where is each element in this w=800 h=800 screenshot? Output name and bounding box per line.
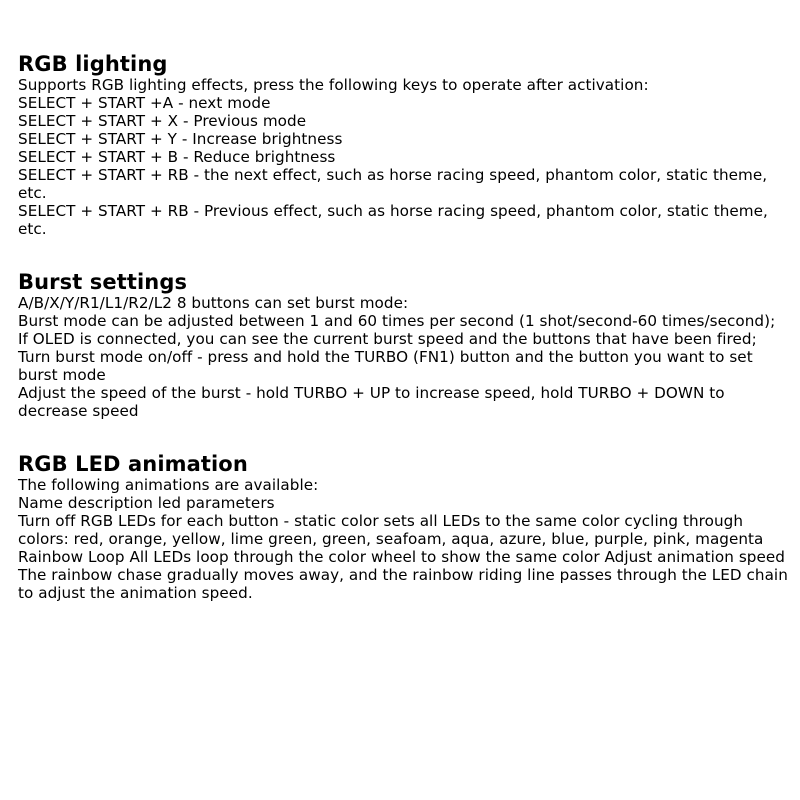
section-text-line: Name description led parameters (18, 494, 275, 512)
section-text-line: The rainbow chase gradually moves away, and the rainbow riding line passes through the LED chain to adjust the animation speed. (18, 566, 788, 602)
section-text-line: SELECT + START +A - next mode (18, 94, 271, 112)
section-title-rgb-led-animation: RGB LED animation (18, 452, 248, 476)
section-text-line: SELECT + START + B - Reduce brightness (18, 148, 336, 166)
section-rgb-lighting (18, 50, 794, 238)
section-text-line: If OLED is connected, you can see the current burst speed and the buttons that have been fired; (18, 330, 757, 348)
section-text-line: Turn off RGB LEDs for each button - static color sets all LEDs to the same color cycling through colors: red, orange, yellow, lime green, green, seafoam, aqua, azure, blue, purple, pink, magenta (18, 512, 764, 548)
section-text-line: A/B/X/Y/R1/L1/R2/L2 8 buttons can set burst mode: (18, 294, 409, 312)
document-page (18, 50, 794, 602)
section-title-rgb-lighting: RGB lighting (18, 52, 168, 76)
section-text-line: SELECT + START + RB - Previous effect, such as horse racing speed, phantom color, static theme, etc. (18, 202, 768, 238)
section-text-line: Adjust the speed of the burst - hold TURBO + UP to increase speed, hold TURBO + DOWN to decrease speed (18, 384, 725, 420)
section-text-line: Turn burst mode on/off - press and hold the TURBO (FN1) button and the button you want to set burst mode (18, 348, 753, 384)
section-text-line: SELECT + START + X - Previous mode (18, 112, 307, 130)
section-text-line: SELECT + START + RB - the next effect, such as horse racing speed, phantom color, static theme, etc. (18, 166, 768, 202)
section-text-line: The following animations are available: (18, 476, 319, 494)
section-burst-settings (18, 268, 794, 420)
section-text-line: SELECT + START + Y - Increase brightness (18, 130, 343, 148)
section-text-line: Rainbow Loop All LEDs loop through the color wheel to show the same color Adjust animation speed (18, 548, 785, 566)
section-title-burst-settings: Burst settings (18, 270, 188, 294)
section-rgb-led-animation (18, 450, 794, 602)
section-text-line: Supports RGB lighting effects, press the following keys to operate after activation: (18, 76, 649, 94)
section-text-line: Burst mode can be adjusted between 1 and 60 times per second (1 shot/second-60 times/second); (18, 312, 776, 330)
